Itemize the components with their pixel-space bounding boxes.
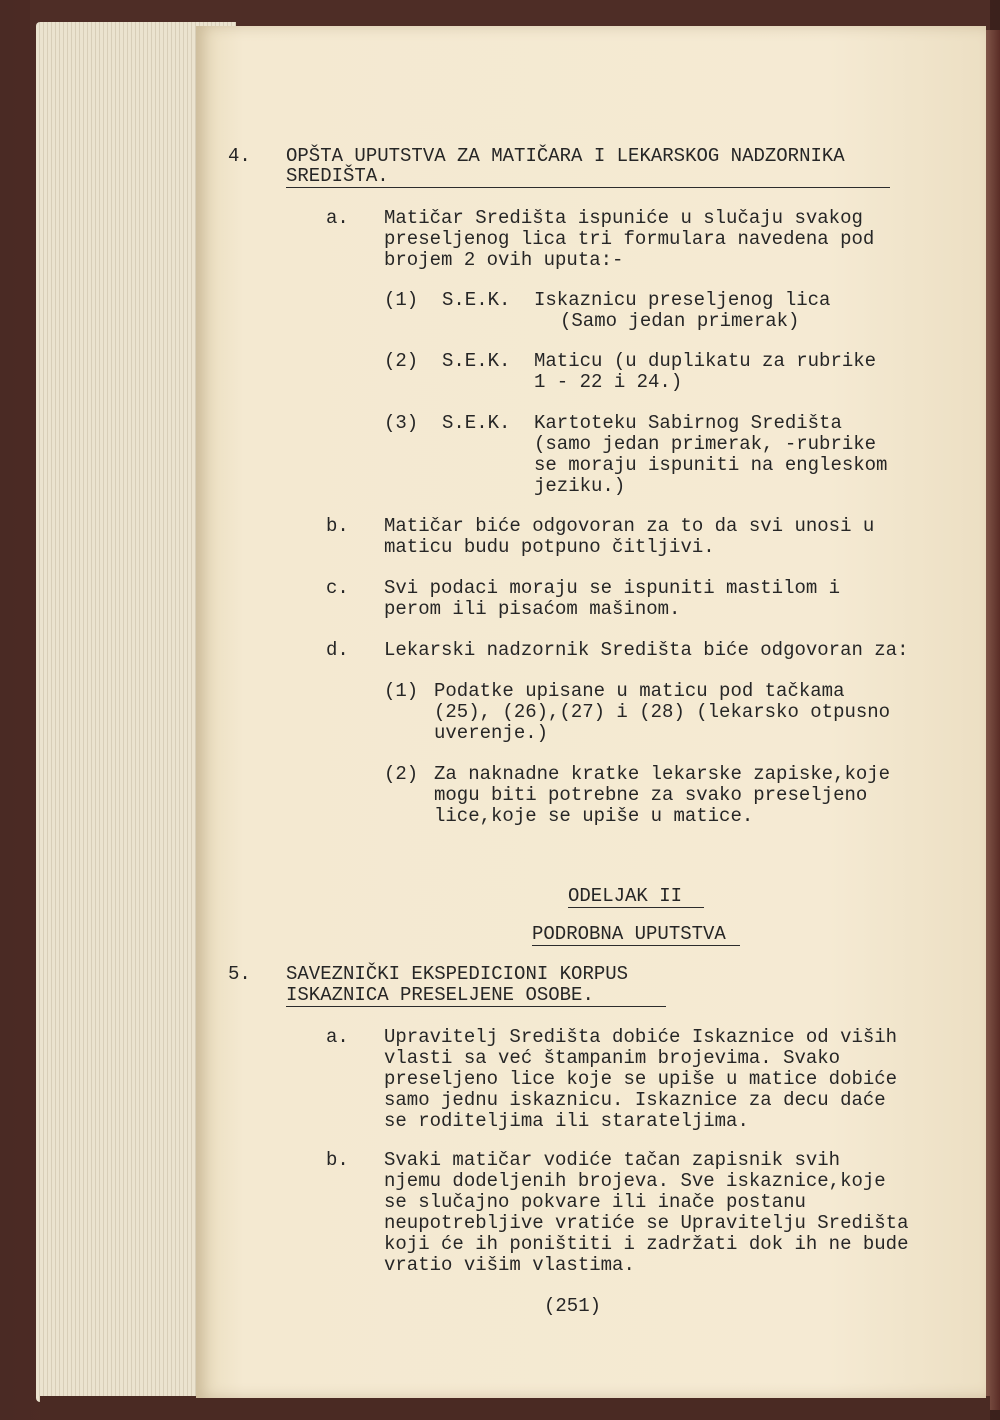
part-heading-line-1: ODELJAK II (568, 885, 683, 907)
section-5-number: 5. (228, 963, 251, 985)
item-5b-line-3: se slučajno pokvare ili inače postanu (384, 1191, 806, 1213)
part-heading-line-2: PODROBNA UPUTSTVA (532, 923, 726, 945)
item-5a-line-1: Upravitelj Središta dobiće Iskaznice od viših (384, 1026, 898, 1048)
subitem-4d1-line-3: uverenje.) (434, 722, 549, 744)
subitem-4a2-number: (2) (384, 350, 419, 372)
item-5b-line-4: neupotrebljive vratiće se Upravitelju Središta (384, 1212, 909, 1234)
item-5a-line-5: se roditeljima ili starateljima. (384, 1110, 749, 1132)
item-4b-letter: b. (326, 515, 349, 537)
subitem-4d1-line-1: Podatke upisane u maticu pod tačkama (434, 680, 845, 702)
subitem-4a3-code: S.E.K. (442, 412, 511, 434)
subitem-4a3-line-4: jeziku.) (534, 475, 626, 497)
item-4c-line-1: Svi podaci moraju se ispuniti mastilom i (384, 577, 841, 599)
item-5a-line-3: preseljeno lice koje se upiše u matice dobiće (384, 1068, 898, 1090)
item-5b-letter: b. (326, 1149, 349, 1171)
item-5b-line-1: Svaki matičar vodiće tačan zapisnik svih (384, 1149, 841, 1171)
page-number: (251) (544, 1295, 602, 1317)
subitem-4d2-line-3: lice,koje se upiše u matice. (434, 805, 754, 827)
subitem-4a2-line-2: 1 - 22 i 24.) (534, 371, 683, 393)
section-5-title-underline (286, 1006, 666, 1007)
part-heading-line-2-underline (532, 945, 740, 946)
part-heading-line-1-underline (568, 907, 704, 908)
item-5a-line-4: samo jednu iskaznicu. Iskaznice za decu daće (384, 1089, 886, 1111)
subitem-4a3-line-3: se moraju ispuniti na engleskom (534, 454, 888, 476)
item-5b-line-5: koji će ih poništiti i zadržati dok ih ne bude (384, 1233, 909, 1255)
book-cover-bottom (40, 1396, 990, 1420)
subitem-4a2-line-1: Maticu (u duplikatu za rubrike (534, 350, 877, 372)
item-4c-line-2: perom ili pisaćom mašinom. (384, 598, 681, 620)
section-4-title-line-1: OPŠTA UPUTSTVA ZA MATIČARA I LEKARSKOG NADZORNIKA (286, 145, 845, 167)
item-5a-letter: a. (326, 1026, 349, 1048)
section-4-title-underline (286, 187, 890, 188)
subitem-4a1-number: (1) (384, 289, 419, 311)
item-4a-line-3: brojem 2 ovih uputa:- (384, 249, 624, 271)
subitem-4a1-line-2: (Samo jedan primerak) (560, 310, 800, 332)
item-4c-letter: c. (326, 577, 349, 599)
section-5-title-line-1: SAVEZNIČKI EKSPEDICIONI KORPUS (286, 963, 629, 985)
subitem-4d2-line-1: Za naknadne kratke lekarske zapiske,koje (434, 763, 891, 785)
item-4a-line-1: Matičar Središta ispuniće u slučaju svakog (384, 207, 863, 229)
item-5a-line-2: vlasti sa već štampanim brojevima. Svako (384, 1047, 841, 1069)
subitem-4a3-line-2: (samo jedan primerak, -rubrike (534, 433, 877, 455)
subitem-4a3-number: (3) (384, 412, 419, 434)
subitem-4a1-code: S.E.K. (442, 289, 511, 311)
subitem-4a1-line-1: Iskaznicu preseljenog lica (534, 289, 831, 311)
item-4a-letter: a. (326, 207, 349, 229)
subitem-4a2-code: S.E.K. (442, 350, 511, 372)
item-4b-line-1: Matičar biće odgovoran za to da svi unosi u (384, 515, 875, 537)
subitem-4d1-line-2: (25), (26),(27) i (28) (lekarsko otpusno (434, 701, 891, 723)
subitem-4d1-number: (1) (384, 680, 419, 702)
item-5b-line-2: njemu dodeljenih brojeva. Sve iskaznice,koje (384, 1170, 886, 1192)
item-4a-line-2: preseljenog lica tri formulara navedena pod (384, 228, 875, 250)
subitem-4d2-number: (2) (384, 763, 419, 785)
section-4-title-line-2: SREDIŠTA. (286, 165, 389, 187)
item-5b-line-6: vratio višim vlastima. (384, 1254, 635, 1276)
item-4d-letter: d. (326, 639, 349, 661)
item-4b-line-2: maticu budu potpuno čitljivi. (384, 536, 715, 558)
subitem-4a3-line-1: Kartoteku Sabirnog Središta (534, 412, 842, 434)
item-4d-line: Lekarski nadzornik Središta biće odgovoran za: (384, 639, 909, 661)
subitem-4d2-line-2: mogu biti potrebne za svako preseljeno (434, 784, 868, 806)
section-4-number: 4. (228, 145, 251, 167)
section-5-title-line-2: ISKAZNICA PRESELJENE OSOBE. (286, 984, 594, 1006)
